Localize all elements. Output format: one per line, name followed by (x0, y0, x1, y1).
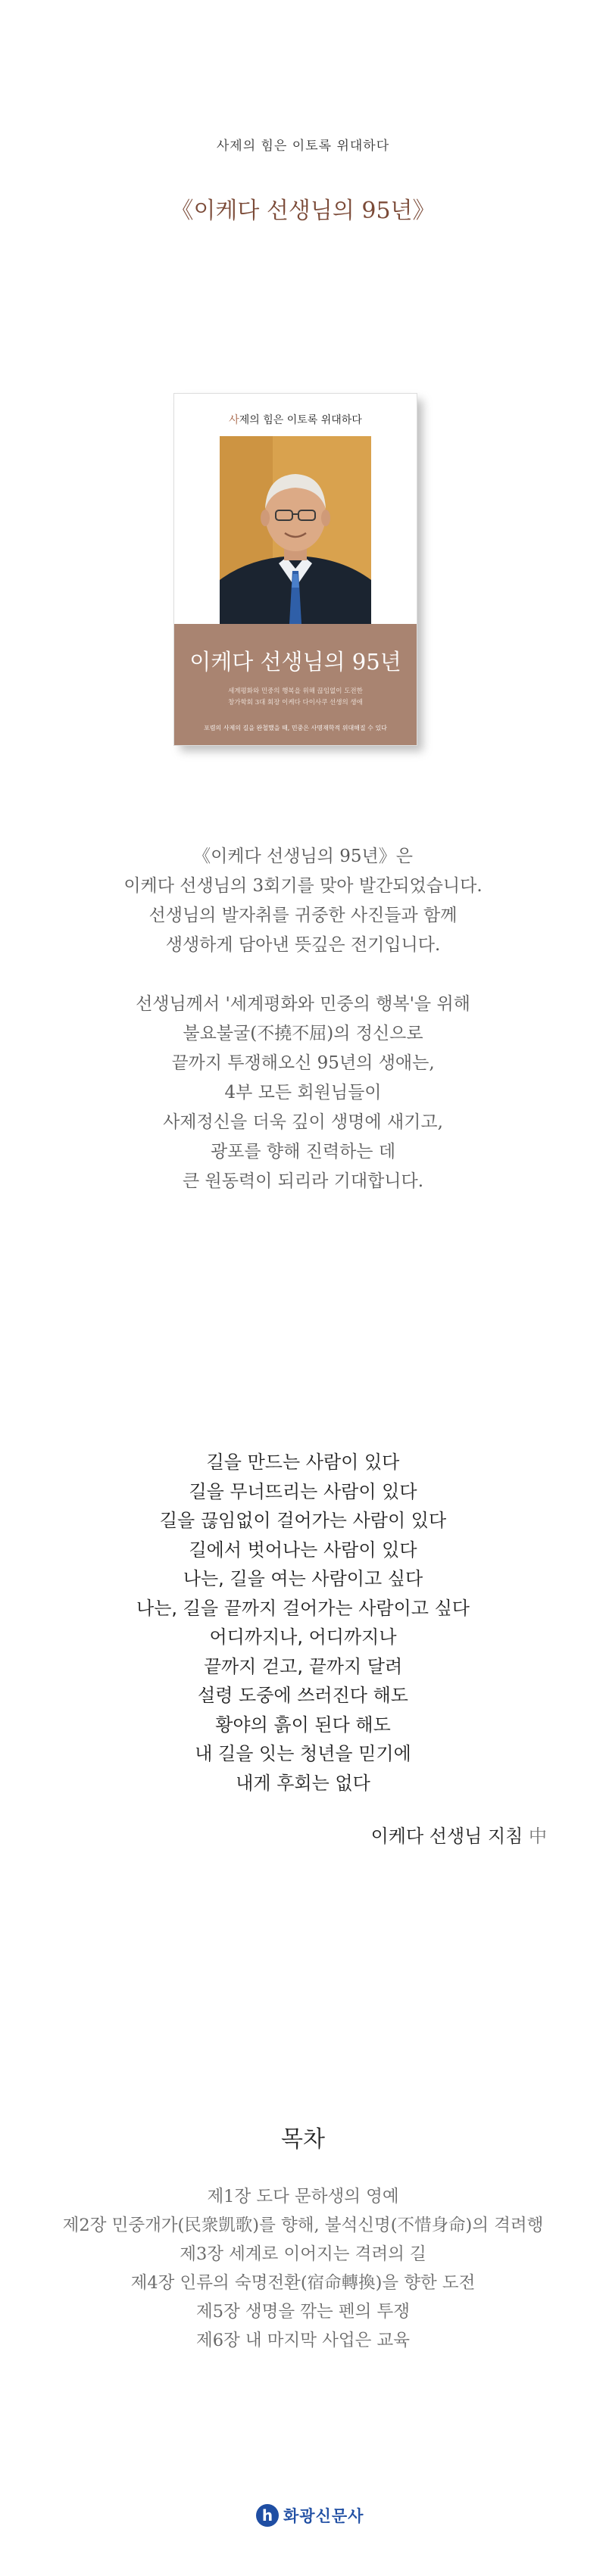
book-cover-subtitle (174, 412, 417, 427)
book-cover-blurb-line: 창가학회 3대 회장 이케다 다이사쿠 선생의 생애 (228, 699, 363, 706)
page-title: 《이케다 선생님의 95년》 (170, 198, 436, 224)
publisher-logo-icon: h (256, 2504, 279, 2527)
poem-line: 설령 도중에 쓰러진다 해도 (198, 1685, 408, 1706)
table-of-contents (0, 2182, 606, 2355)
poem-line: 내게 후회는 없다 (236, 1772, 370, 1794)
poem-line: 길을 무너뜨리는 사람이 있다 (189, 1480, 417, 1502)
book-cover-subtitle-mark: 사 (229, 414, 239, 426)
intro-line: 《이케다 선생님의 95년》은 (193, 847, 413, 866)
book-cover-blurb (174, 686, 417, 709)
book-cover-footer: 포렴의 사제의 길을 완철했을 때, 민중은 사명재학적 위대해질 수 있다 (204, 725, 387, 731)
poem-line: 끝까지 걷고, 끝까지 달려 (203, 1655, 403, 1677)
book-cover-title: 이케다 선생님의 95년 (189, 649, 401, 675)
poem-line: 나는, 길을 끝까지 걸어가는 사람이고 싶다 (136, 1597, 470, 1619)
book-cover-image (174, 394, 417, 745)
poem (0, 1448, 606, 1798)
book-cover-blurb-line: 세계평화와 민중의 행복을 위해 끊임없이 도전한 (228, 688, 363, 695)
intro-line: 큰 원동력이 되리라 기대합니다. (182, 1171, 424, 1191)
paragraph-gap (0, 960, 606, 990)
toc-chapter: 제4장 인류의 숙명전환(宿命轉換)을 향한 도전 (130, 2273, 476, 2293)
toc-chapter: 제2장 민중개가(民衆凱歌)를 향해, 불석신명(不惜身命)의 격려행 (62, 2216, 544, 2235)
poem-source (0, 1821, 547, 1848)
intro-line: 4부 모든 회원님들이 (224, 1083, 382, 1102)
poem-line: 길에서 벗어나는 사람이 있다 (189, 1539, 417, 1561)
toc-chapter: 제5장 생명을 깎는 펜의 투쟁 (195, 2302, 410, 2322)
intro-line: 끝까지 투쟁해오신 95년의 생애는, (171, 1053, 435, 1073)
intro-line: 불요불굴(不撓不屈)의 정신으로 (183, 1024, 423, 1043)
publisher-logo (256, 2502, 364, 2529)
intro-line: 이케다 선생님의 3회기를 맞아 발간되었습니다. (123, 876, 483, 896)
intro-line: 선생님께서 '세계평화와 민중의 행복'을 위해 (136, 994, 470, 1014)
toc-chapter: 제1장 도다 문하생의 영예 (207, 2187, 399, 2206)
book-cover-band (174, 624, 417, 745)
toc-heading: 목차 (281, 2126, 325, 2153)
intro-line: 선생님의 발자취를 귀중한 사진들과 함께 (148, 906, 458, 925)
poem-line: 나는, 길을 여는 사람이고 싶다 (183, 1568, 423, 1589)
intro-text (0, 842, 606, 1196)
page-subtitle: 사제의 힘은 이토록 위대하다 (216, 139, 390, 154)
poem-source-name: 이케다 선생님 지침 (370, 1826, 523, 1847)
poem-line: 황야의 흙이 된다 해도 (215, 1714, 391, 1736)
toc-chapter: 제6장 내 마지막 사업은 교육 (195, 2331, 410, 2350)
poem-line: 길을 끊임없이 걸어가는 사람이 있다 (159, 1510, 447, 1531)
intro-line: 광포를 향해 진력하는 데 (210, 1142, 396, 1162)
poem-source-suffix: 中 (529, 1826, 547, 1847)
poem-line: 어디까지나, 어디까지나 (209, 1626, 397, 1648)
poem-line: 길을 만드는 사람이 있다 (206, 1452, 400, 1473)
toc-chapter: 제3장 세계로 이어지는 격려의 길 (180, 2244, 426, 2264)
intro-line: 생생하게 담아낸 뜻깊은 전기입니다. (165, 935, 441, 955)
intro-line: 사제정신을 더욱 깊이 생명에 새기고, (163, 1112, 443, 1132)
poem-line: 내 길을 잇는 청년을 믿기에 (195, 1743, 411, 1764)
book-cover-subtitle-rest: 제의 힘은 이토록 위대하다 (239, 414, 362, 426)
portrait-illustration (220, 436, 371, 624)
portrait-photo (220, 436, 371, 624)
publisher-name: 화광신문사 (283, 2507, 364, 2525)
